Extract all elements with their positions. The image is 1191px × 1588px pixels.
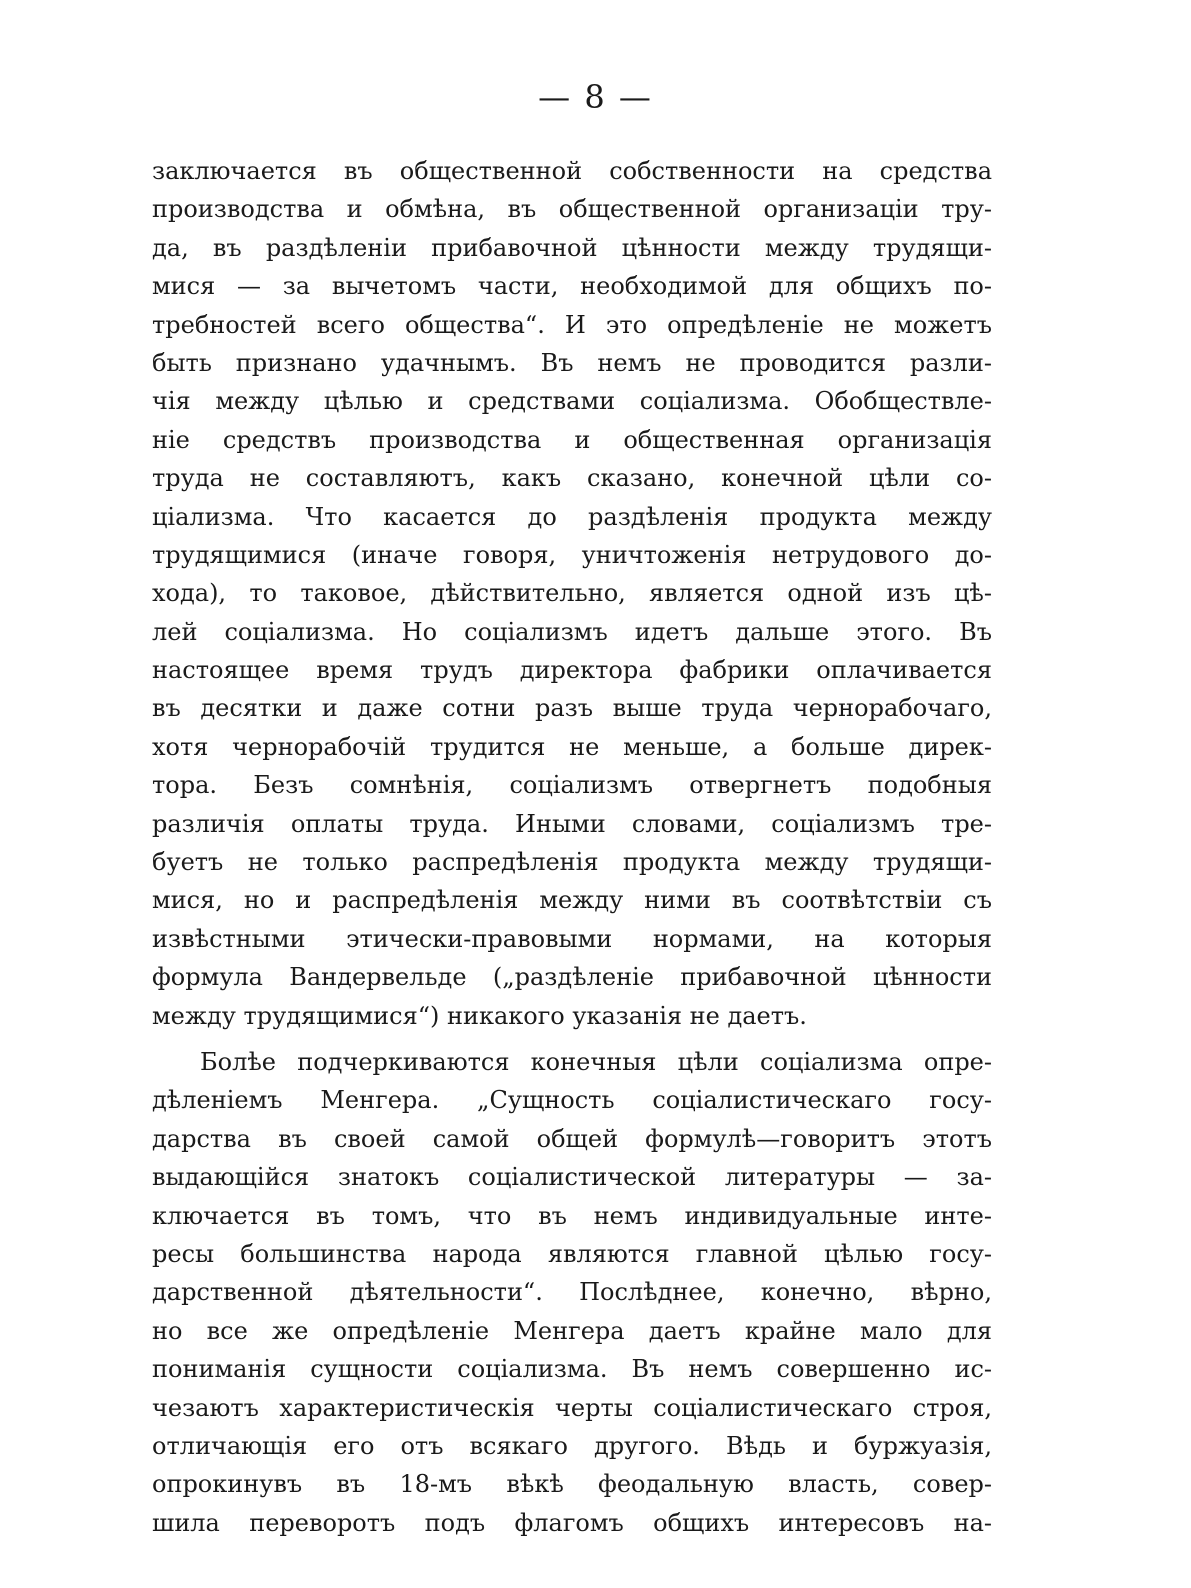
text-line: отличающія его отъ всякаго другого. Вѣдь и буржуазія, bbox=[152, 1431, 992, 1460]
text-line: ресы большинства народа являются главной цѣлью госу- bbox=[152, 1239, 992, 1268]
text-line: мися — за вычетомъ части, необходимой для общихъ по- bbox=[152, 272, 992, 301]
text-line: быть признано удачнымъ. Въ немъ не проводится разли- bbox=[152, 348, 992, 377]
text-line: ніе средствъ производства и общественная организація bbox=[152, 425, 992, 454]
text-line: дарства въ своей самой общей формулѣ—говоритъ этотъ bbox=[152, 1124, 992, 1153]
text-line: ключается въ томъ, что въ немъ индивидуальные инте- bbox=[152, 1201, 992, 1230]
paragraph-2 bbox=[152, 1043, 992, 1542]
text-line: труда не составляютъ, какъ сказано, конечной цѣли со- bbox=[152, 464, 992, 493]
page-number: — 8 — bbox=[538, 78, 653, 116]
text-line: пониманія сущности соціализма. Въ немъ совершенно ис- bbox=[152, 1355, 992, 1384]
paragraph-gap bbox=[152, 1035, 992, 1043]
text-line: извѣстными этически-правовыми нормами, на которыя bbox=[152, 924, 992, 953]
text-line: Болѣе подчеркиваются конечныя цѣли соціализма опре- bbox=[200, 1047, 992, 1076]
text-line: но все же опредѣленіе Менгера даетъ крайне мало для bbox=[152, 1316, 992, 1345]
text-line: ціализма. Что касается до раздѣленія продукта между bbox=[152, 502, 992, 531]
paragraph-1 bbox=[152, 152, 992, 1035]
text-line: чезаютъ характеристическія черты соціалистическаго строя, bbox=[152, 1393, 992, 1422]
text-line: мися, но и распредѣленія между ними въ соотвѣтствіи съ bbox=[152, 886, 992, 915]
text-line: выдающійся знатокъ соціалистической литературы — за- bbox=[152, 1163, 992, 1192]
text-line: трудящимися (иначе говоря, уничтоженія нетрудового до- bbox=[152, 540, 992, 569]
text-line: чія между цѣлью и средствами соціализма. Обобществле- bbox=[152, 387, 992, 416]
body-text bbox=[152, 152, 992, 1542]
text-line: настоящее время трудъ директора фабрики оплачивается bbox=[152, 656, 992, 685]
text-line: формула Вандервельде („раздѣленіе прибавочной цѣнности bbox=[152, 963, 992, 992]
text-line: тора. Безъ сомнѣнія, соціализмъ отвергнетъ подобныя bbox=[152, 771, 992, 800]
text-line: шила переворотъ подъ флагомъ общихъ интересовъ на- bbox=[152, 1508, 992, 1537]
text-line: дарственной дѣятельности“. Послѣднее, конечно, вѣрно, bbox=[152, 1278, 992, 1307]
text-line: да, въ раздѣленіи прибавочной цѣнности между трудящи- bbox=[152, 233, 992, 262]
text-line: между трудящимися“) никакого указанія не даетъ. bbox=[152, 1001, 807, 1030]
text-line: буетъ не только распредѣленія продукта между трудящи- bbox=[152, 848, 992, 877]
text-line: опрокинувъ въ 18-мъ вѣкѣ феодальную власть, совер- bbox=[152, 1470, 992, 1499]
text-line: заключается въ общественной собственности на средства bbox=[152, 157, 992, 185]
text-line: хотя чернорабочій трудится не меньше, а больше дирек- bbox=[152, 732, 992, 761]
text-line: дѣленіемъ Менгера. „Сущность соціалистическаго госу- bbox=[152, 1086, 992, 1115]
text-line: хода), то таковое, дѣйствительно, является одной изъ цѣ- bbox=[152, 579, 992, 608]
text-line: требностей всего общества“. И это опредѣленіе не можетъ bbox=[152, 310, 992, 339]
text-line: въ десятки и даже сотни разъ выше труда чернорабочаго, bbox=[152, 694, 992, 723]
text-line: производства и обмѣна, въ общественной организаціи тру- bbox=[152, 195, 992, 224]
text-line: различія оплаты труда. Иными словами, соціализмъ тре- bbox=[152, 809, 992, 838]
text-line: лей соціализма. Но соціализмъ идетъ дальше этого. Въ bbox=[152, 617, 992, 646]
